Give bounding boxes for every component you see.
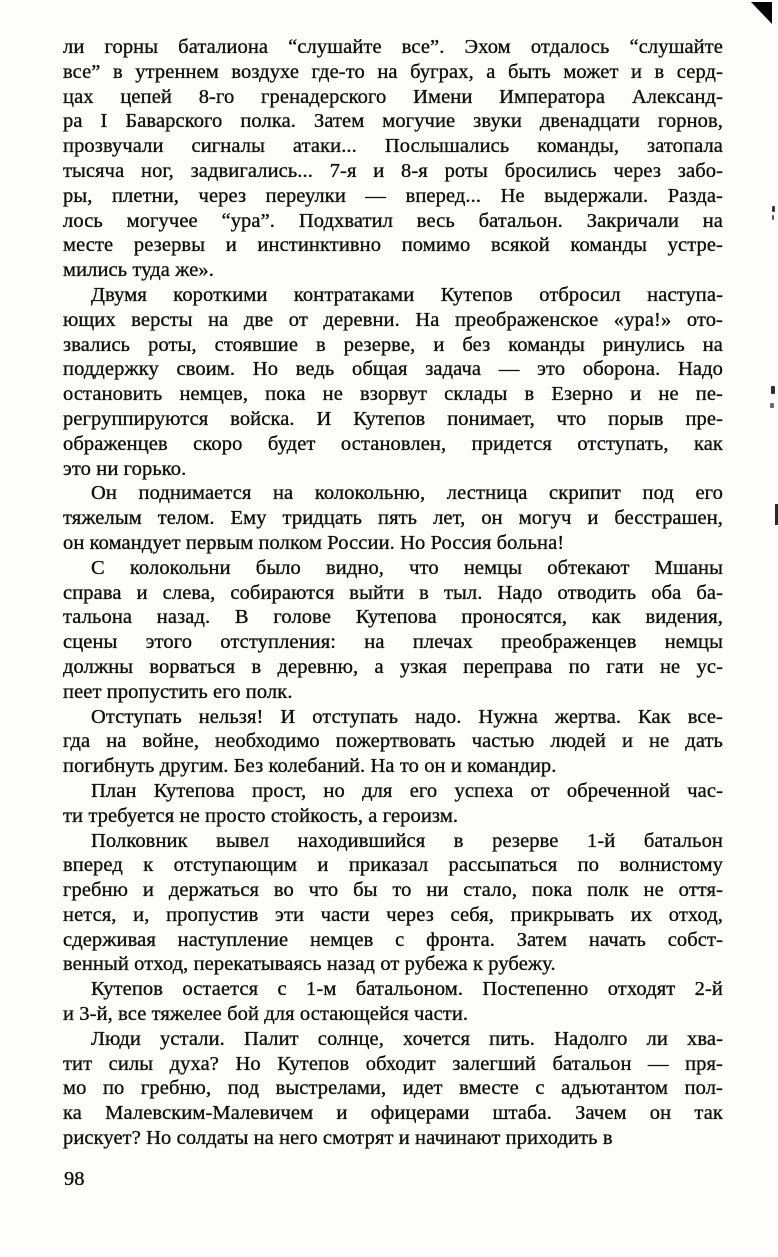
text-line: мились туда же». [63,259,214,282]
text-line: и 3-й, все тяжелее бой для остающейся части. [63,1003,469,1026]
text-line: гда на войне, необходимо пожертвовать частью людей и не дать [63,730,723,753]
scan-speck [771,386,775,394]
text-line: цах цепей 8-го гренадерского Имени Императора Александ- [63,85,723,108]
text-line: Он поднимается на колокольню, лестница скрипит под его [91,482,723,505]
text-line: тальона назад. В голове Кутепова проносятся, как видения, [63,606,723,629]
text-line: гребню и держаться во что бы то ни стало, пока полк не оття- [63,879,723,902]
text-line: Кутепов остается с 1-м батальоном. Постепенно отходят 2-й [91,978,723,1001]
text-line: звались роты, стоявшие в резерве, и без команды ринулись на [63,333,723,356]
scan-edge-dash [775,504,778,525]
text-line: лось могучее “ура”. Подхватил весь батальон. Закричали на [63,209,723,232]
text-line: регруппируются войска. И Кутепов понимает, что порыв пре- [63,407,723,430]
text-line: это ни горько. [63,457,187,480]
text-line: тяжелым телом. Ему тридцать пять лет, он могуч и бесстрашен, [63,507,723,530]
text-line: ра I Баварского полка. Затем могучие звуки двенадцати горнов, [63,110,723,133]
text-line: Люди устали. Палит солнце, хочется пить. Надолго ли хва- [91,1027,723,1050]
scan-speck [772,206,775,212]
text-line: сдерживая наступление немцев с фронта. Затем начать собст- [63,928,723,951]
text-line: ображенцев скоро будет остановлен, придется отступать, как [63,432,723,455]
text-line: месте резервы и инстинктивно помимо всякой команды устре- [63,234,723,257]
text-line: ка Малевским-Малевичем и офицерами штаба. Зачем он так [63,1102,723,1125]
scan-speck [772,215,774,220]
text-line: погибнуть другим. Без колебаний. На то он и командир. [63,755,557,778]
text-line: должны ворваться в деревню, а узкая переправа по гати не ус- [63,655,723,678]
text-line: Полковник вывел находившийся в резерве 1-й батальон [91,829,723,852]
text-line: ти требуется не просто стойкость, а героизм. [63,804,459,827]
text-line: тит силы духа? Но Кутепов обходит залегший батальон — пря- [63,1052,723,1075]
text-line: остановить немцев, пока не взорвут склады в Езерно и не пе- [63,383,723,406]
text-line: поддержку своим. Но ведь общая задача — это оборона. Надо [63,358,723,381]
text-line: прозвучали сигналы атаки... Послышались команды, затопала [63,135,723,158]
page-text [63,35,723,1151]
text-line: он командует первым полком России. Но Россия больна! [63,531,565,554]
text-line: справа и слева, собираются выйти в тыл. Надо отводить оба ба- [63,581,723,604]
text-line: пеет пропустить его полк. [63,680,293,703]
page-corner-mark [751,2,772,24]
text-line: вперед к отступающим и приказал рассыпаться по волнистому [63,854,723,877]
page-number: 98 [64,1168,85,1190]
text-line: мо по гребню, под выстрелами, идет вместе с адъютантом пол- [63,1077,723,1100]
text-line: тысяча ног, задвигались... 7-я и 8-я роты бросились через забо- [63,159,723,182]
text-line: С колокольни было видно, что немцы обтекают Мшаны [91,556,723,579]
text-line: Двумя короткими контратаками Кутепов отбросил наступа- [91,283,723,306]
text-line: рискует? Но солдаты на него смотрят и начинают приходить в [63,1127,613,1150]
text-line: нется, и, пропустив эти части через себя, прикрывать их отход, [63,903,723,926]
text-line: ющих версты на две от деревни. На преображенское «ура!» ото- [63,308,723,331]
text-line: ли горны баталиона “слушайте все”. Эхом отдалось “слушайте [63,36,723,58]
text-line: Отступать нельзя! И отступать надо. Нужна жертва. Как все- [91,705,723,728]
text-line: План Кутепова прост, но для его успеха от обреченной час- [91,779,723,802]
scan-speck [770,403,774,408]
text-line: венный отход, перекатываясь назад от рубежа к рубежу. [63,953,556,976]
text-line: сцены этого отступления: на плечах преображенцев немцы [63,631,723,654]
text-line: ры, плетни, через переулки — вперед... Не выдержали. Разда- [63,184,723,207]
text-line: все” в утреннем воздухе где-то на буграх, а быть может и в серд- [63,60,723,83]
